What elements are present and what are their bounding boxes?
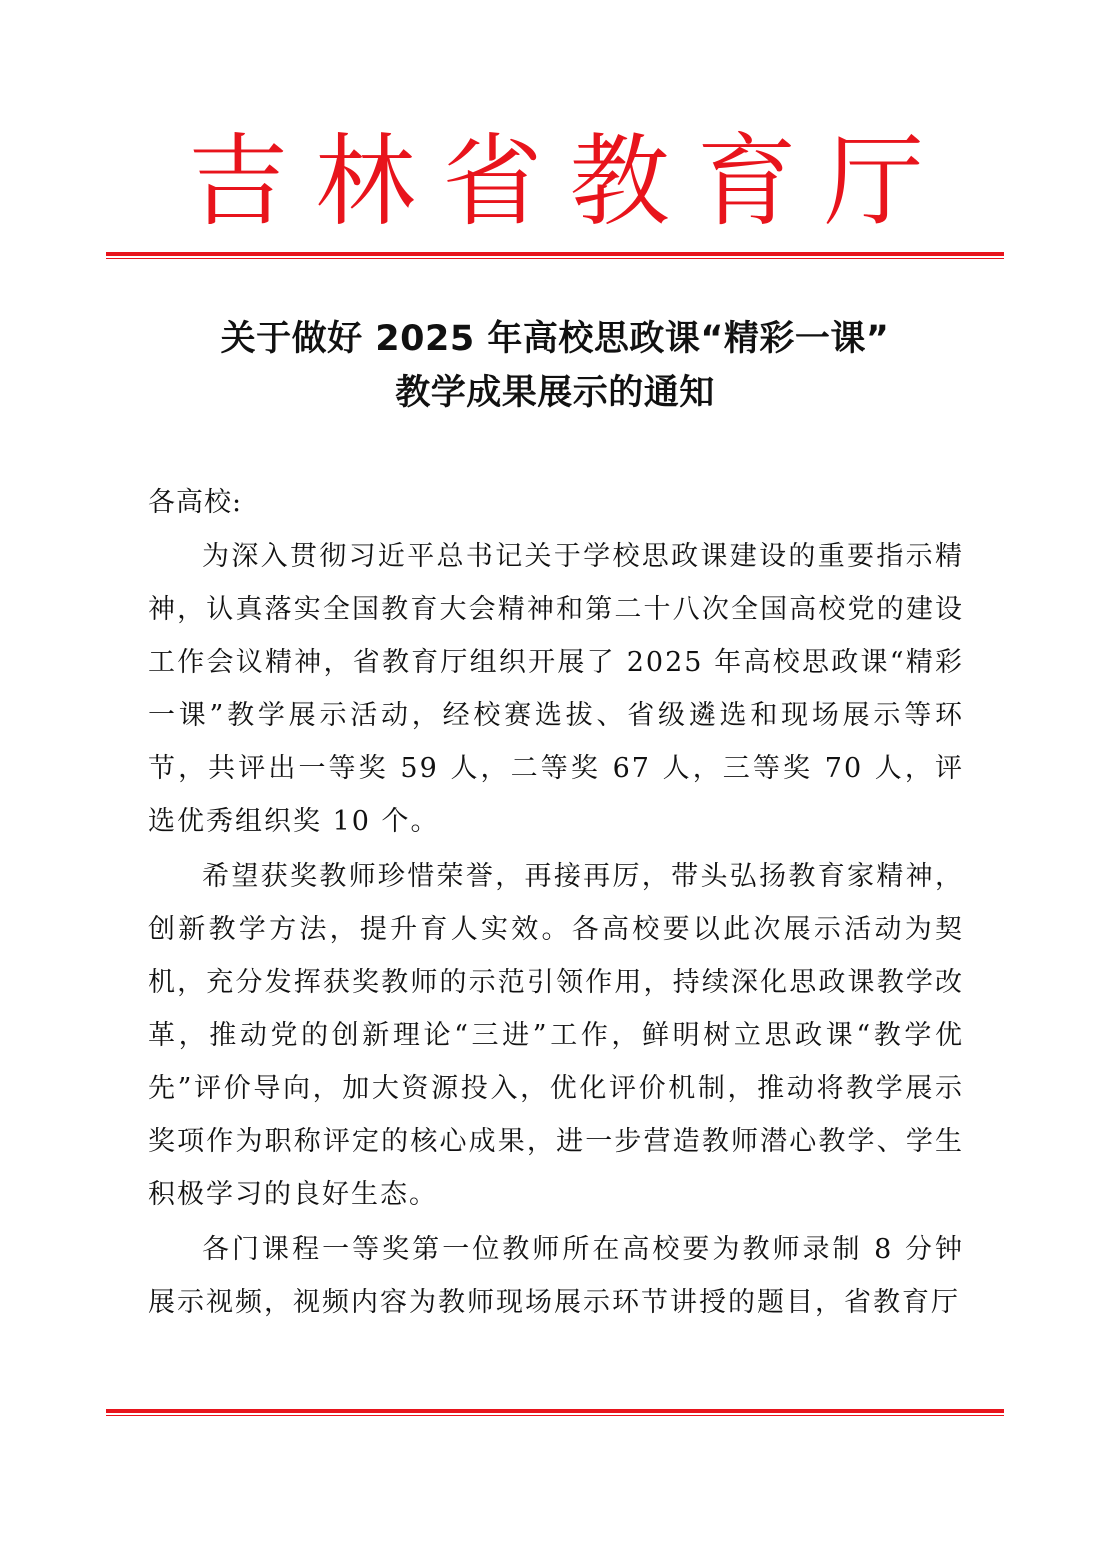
masthead-char: 省 bbox=[442, 123, 543, 240]
body-paragraph: 各门课程一等奖第一位教师所在高校要为教师录制 8 分钟展示视频，视频内容为教师现场展示环节讲授的题目，省教育厅 bbox=[148, 1234, 964, 1318]
masthead-char: 吉 bbox=[188, 123, 288, 240]
document-title-line-2: 教学成果展示的通知 bbox=[395, 373, 715, 413]
footer-divider bbox=[106, 1409, 1004, 1416]
masthead-char: 厅 bbox=[823, 123, 924, 240]
header-divider bbox=[106, 252, 1004, 259]
masthead bbox=[0, 122, 1102, 242]
document-title-line-1: 关于做好 2025 年高校思政课“精彩一课” bbox=[220, 319, 890, 359]
body-paragraph: 为深入贯彻习近平总书记关于学校思政课建设的重要指示精神，认真落实全国教育大会精神和第二十八次全国高校党的建设工作会议精神，省教育厅组织开展了 2025 年高校思政课“精彩一课”教学展示活动，经校赛选拔、省级遴选和现场展示等环节，共评出一等奖 59 人，二等奖 67 人，三等奖 70 人，评选优秀组织奖 10 个。 bbox=[148, 541, 964, 837]
body-paragraph: 希望获奖教师珍惜荣誉，再接再厉，带头弘扬教育家精神，创新教学方法，提升育人实效。各高校要以此次展示活动为契机，充分发挥获奖教师的示范引领作用，持续深化思政课教学改革，推动党的创新理论“三进”工作，鲜明树立思政课“教学优先”评价导向，加大资源投入，优化评价机制，推动将教学展示奖项作为职称评定的核心成果，进一步营造教师潜心教学、学生积极学习的良好生态。 bbox=[148, 861, 964, 1210]
masthead-char: 教 bbox=[569, 123, 670, 240]
masthead-char: 育 bbox=[696, 123, 797, 240]
salutation: 各高校: bbox=[148, 487, 243, 518]
masthead-char: 林 bbox=[315, 123, 416, 240]
